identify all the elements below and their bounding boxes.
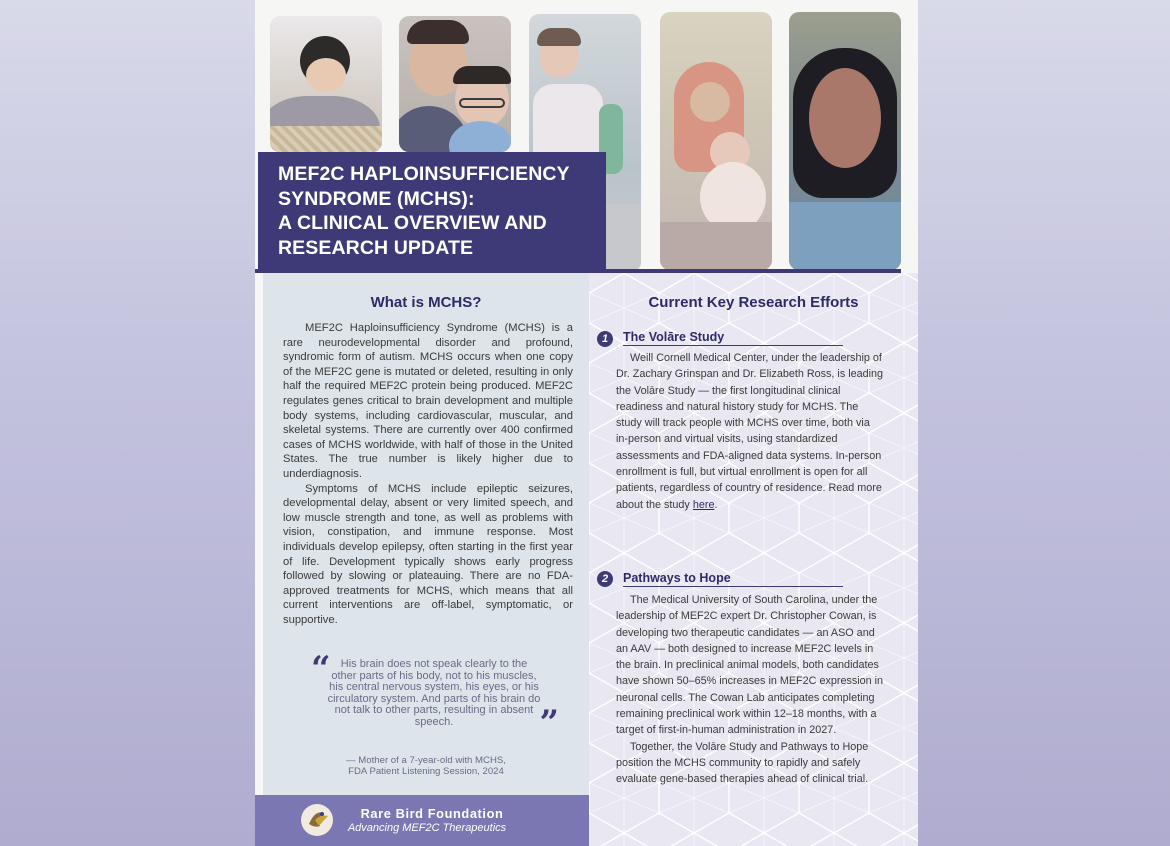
volare-study-text: Weill Cornell Medical Center, under the leadership of Dr. Zachary Grinspan and Dr. Elizabeth Ross, is leading the Volāre Study — the first longitudinal clinical readiness and natural history study for MCHS. The study will track people with MCHS over time, both via in-person and virtual visits, using standardized assessments and FDA-aligned data systems. In-person enrollment is full, but virtual enrollment is open for all patients, regardless of country of residence. Read more about the study [616, 352, 884, 511]
quote-attribution-line-1: — Mother of a 7-year-old with MCHS, [346, 755, 506, 766]
close-quote-icon: ” [539, 703, 559, 743]
research-efforts-section [589, 273, 918, 846]
overview-paragraph: MEF2C Haploinsufficiency Syndrome (MCHS) is a rare neurodevelopmental disorder and profound, syndromic form of autism. MCHS occurs when one copy of the MEF2C gene is mutated or deleted, resulting in only half the required MEF2C protein being produced. MEF2C regulates genes critical to brain development and multiple body systems, including cardiovascular, muscular, and skeletal systems. There are currently over 400 confirmed cases of MCHS worldwide, with half of those in the United States. The true number is likely higher due to underdiagnosis. [283, 322, 573, 480]
title-banner [258, 152, 606, 270]
photo-father-and-child [399, 16, 511, 152]
photo-mother-and-child [660, 12, 772, 270]
fact-sheet-page [255, 0, 918, 846]
volare-study-end: . [714, 498, 718, 511]
foundation-name: Rare Bird Foundation [360, 806, 504, 821]
section-heading-research: Current Key Research Efforts [648, 294, 859, 311]
title-line-4: RESEARCH UPDATE [278, 236, 474, 259]
photo-child-crawling [270, 16, 382, 152]
title-line-1: MEF2C HAPLOINSUFFICIENCY [278, 163, 570, 185]
what-is-mchs-body [283, 321, 573, 627]
quote-attribution-line-2: FDA Patient Listening Session, 2024 [348, 766, 504, 778]
number-badge-2: 2 [597, 571, 613, 587]
quote-text: His brain does not speak clearly to the other parts of his body, not to his muscles, his central nervous system, his eyes, or his circulatory system. And parts of his brain do not talk to other parts, resulting in absent speech. [327, 658, 541, 728]
subheading-pathways-to-hope: Pathways to Hope [623, 571, 843, 587]
section-heading-what-is-mchs: What is MCHS? [370, 294, 482, 311]
photo-young-woman [789, 12, 901, 270]
volare-study-body [616, 350, 884, 513]
number-badge-1: 1 [597, 331, 613, 347]
pull-quote [311, 649, 559, 743]
title-line-2: SYNDROME (MCHS): [278, 187, 475, 210]
page-title [278, 162, 592, 260]
open-quote-icon: “ [311, 649, 331, 689]
subheading-volare-study: The Volāre Study [623, 330, 843, 346]
title-line-3: A CLINICAL OVERVIEW AND [278, 212, 547, 234]
read-more-link[interactable]: here [692, 498, 715, 511]
foundation-tagline: Advancing MEF2C Therapeutics [347, 822, 507, 834]
closing-paragraph: Together, the Volāre Study and Pathways to Hope position the MCHS community to rapidly and safely evaluate gene-based therapies ahead of clinical trial. [616, 740, 869, 786]
pathways-body [616, 592, 884, 788]
what-is-mchs-section [263, 273, 589, 795]
symptoms-paragraph: Symptoms of MCHS include epileptic seizures, developmental delay, absent or very limited speech, and low muscle strength and tone, as well as problems with vision, constipation, and immune response. Most individuals develop epilepsy, often starting in the first year of life. Development typically shows early progress followed by slowing or plateauing. There are no FDA-approved treatments for MCHS, which means that all current interventions are off-label, symptomatic, or supportive. [283, 482, 573, 626]
volare-study-paragraph [616, 350, 884, 513]
pathways-paragraph: The Medical University of South Carolina, under the leadership of MEF2C expert Dr. Christopher Cowan, is developing two therapeutic candidates — an ASO and an AAV — both designed to increase MEF2C levels in the brain. In preclinical animal models, both candidates have shown 50–65% increases in MEF2C expression in neuronal cells. The Cowan Lab anticipates completing remaining preclinical work within 12–18 months, with a target of first-in-human administration in 2027. [616, 594, 884, 737]
foundation-footer [255, 795, 589, 846]
quote-attribution [311, 755, 541, 778]
